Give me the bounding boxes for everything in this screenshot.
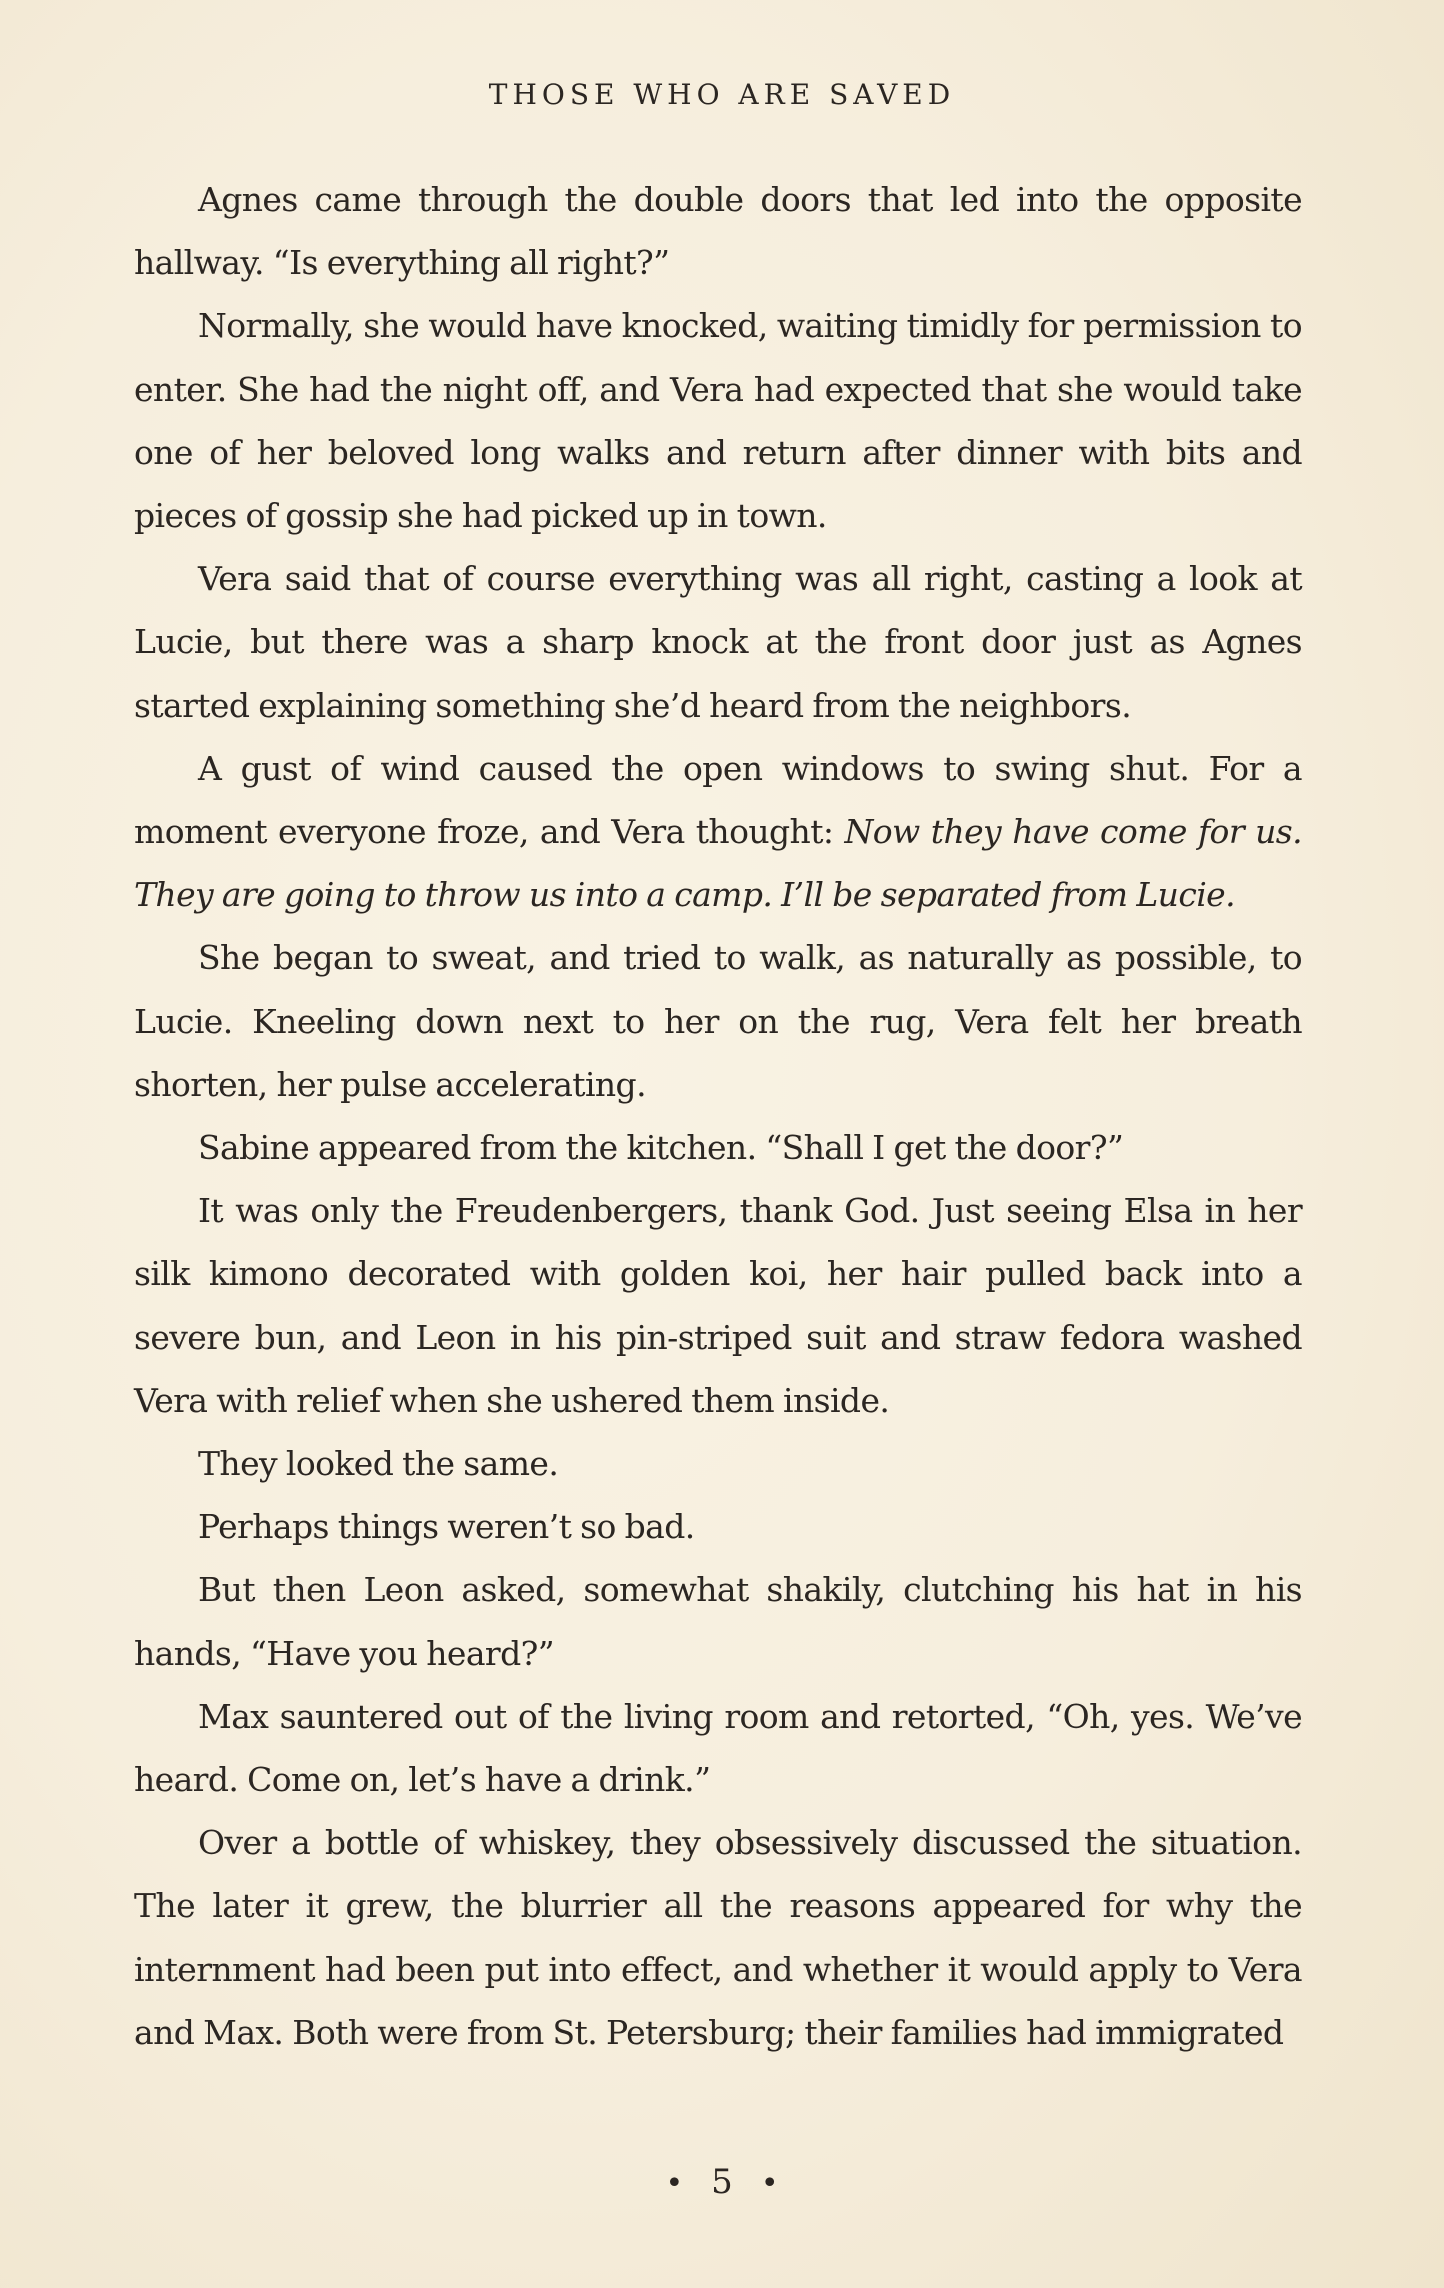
page-number: 5 [711, 2162, 733, 2202]
paragraph: Perhaps things weren’t so bad. [198, 1507, 695, 1547]
paragraph: But then Leon asked, somewhat shakily, clutching his hat in his hands, “Have you heard?” [134, 1570, 1302, 1673]
page-footer [0, 2162, 1444, 2202]
footer-dot-right: • [760, 2166, 779, 2201]
paragraph: They looked the same. [198, 1444, 559, 1484]
paragraph: Sabine appeared from the kitchen. “Shall I get the door?” [198, 1128, 1124, 1168]
body-text [134, 168, 1302, 2064]
paragraph: She began to sweat, and tried to walk, as naturally as possible, to Lucie. Kneeling down next to her on the rug, Vera felt her breath shorten, her pulse accelerating. [134, 938, 1302, 1104]
italic-thought: Now they have come for us. They are going to throw us into a camp. I’ll be separated from Lucie. [134, 812, 1302, 915]
paragraph: Agnes came through the double doors that led into the opposite hallway. “Is everything all right?” [134, 180, 1302, 283]
running-header: THOSE WHO ARE SAVED [488, 78, 956, 111]
paragraph: Over a bottle of whiskey, they obsessively discussed the situation. The later it grew, the blurrier all the reasons appeared for why the internment had been put into effect, and whether it would apply to Vera and Max. Both were from St. Petersburg; their families had immigrated [134, 1823, 1302, 2052]
footer-dot-left: • [665, 2166, 684, 2201]
paragraph: Max sauntered out of the living room and retorted, “Oh, yes. We’ve heard. Come on, let’s have a drink.” [134, 1696, 1302, 1800]
paragraph: Vera said that of course everything was all right, casting a look at Lucie, but there was a sharp knock at the front door just as Agnes started explaining something she’d heard from the neighbors. [134, 559, 1302, 725]
paragraph: It was only the Freudenbergers, thank God. Just seeing Elsa in her silk kimono decorated with golden koi, her hair pulled back into a severe bun, and Leon in his pin-striped suit and straw fedora washed Vera with relief when she ushered them inside. [134, 1191, 1302, 1420]
paragraph: A gust of wind caused the open windows to swing shut. For a moment everyone froze, and Vera thought: Now they have come for us. They are going to throw us into a camp. I’ll be separated from Lucie. [134, 748, 1302, 915]
paragraph: Normally, she would have knocked, waiting timidly for permission to enter. She had the night off, and Vera had expected that she would take one of her beloved long walks and return after dinner with bits and pieces of gossip she had picked up in town. [134, 306, 1302, 536]
